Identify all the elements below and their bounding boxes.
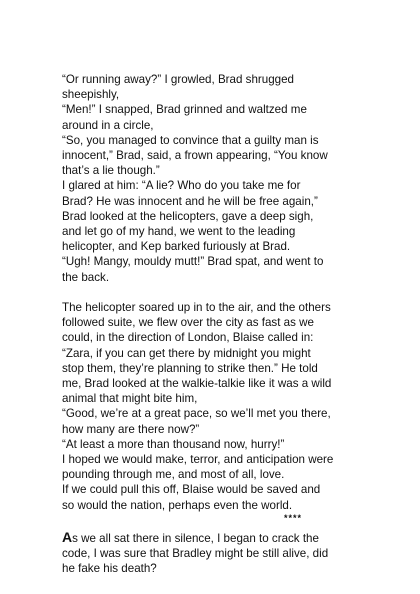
text-line: “Good, we’re at a great pace, so we’ll met you there, <box>62 407 331 421</box>
text-line: I hoped we would make, terror, and anticipation were <box>62 453 334 467</box>
text-line <box>62 530 358 546</box>
text-line: me, Brad looked at the walkie-talkie like it was a wild <box>62 377 332 391</box>
text-line: how many are there now?” <box>62 422 200 436</box>
paragraph-gap <box>62 285 358 300</box>
text-line: the back. <box>62 270 110 284</box>
text-line: code, I was sure that Bradley might be still alive, did <box>62 547 329 561</box>
text-line: I glared at him: “A lie? Who do you take me for <box>62 179 301 193</box>
paragraph-3 <box>62 530 358 577</box>
drop-cap: A <box>62 528 73 545</box>
first-line-text: s we all sat there in silence, I began to crack the <box>72 531 319 545</box>
text-line: helicopter, and Kep barked furiously at Brad. <box>62 240 291 254</box>
text-line: If we could pull this off, Blaise would be saved and <box>62 483 321 497</box>
text-line: animal that might bite him, <box>62 392 198 406</box>
text-line: Brad looked at the helicopters, gave a deep sigh, <box>62 209 314 223</box>
text-line: “So, you managed to convince that a guilty man is <box>62 133 319 147</box>
text-line: so would the nation, perhaps even the world. <box>62 498 293 512</box>
text-line: “Men!” I snapped, Brad grinned and waltzed me <box>62 103 307 117</box>
text-line: “Ugh! Mangy, mouldy mutt!” Brad spat, and went to <box>62 255 324 269</box>
text-line: sheepishly, <box>62 88 120 102</box>
document-page <box>62 72 358 576</box>
text-line: Brad? He was innocent and he will be free again,” <box>62 194 318 208</box>
text-line: stop them, they’re planning to strike then.” He told <box>62 361 318 375</box>
text-line: “Or running away?” I growled, Brad shrugged <box>62 73 294 86</box>
paragraph-2 <box>62 300 358 513</box>
text-line: that’s a lie though.” <box>62 164 160 178</box>
text-line: “At least a more than thousand now, hurry!” <box>62 437 285 451</box>
paragraph-1 <box>62 72 358 285</box>
text-line: The helicopter soared up in to the air, and the others <box>62 301 331 315</box>
text-line: pounding through me, and most of all, love. <box>62 468 285 482</box>
scene-separator: **** <box>283 512 302 523</box>
text-line: and let go of my hand, we went to the leading <box>62 225 296 239</box>
text-line: could, in the direction of London, Blaise called in: <box>62 331 314 345</box>
text-line: followed suite, we flew over the city as fast as we <box>62 316 314 330</box>
text-line: innocent,” Brad, said, a frown appearing, “You know <box>62 149 328 163</box>
text-line: he fake his death? <box>62 562 157 576</box>
text-line: around in a circle, <box>62 118 154 132</box>
text-line: “Zara, if you can get there by midnight you might <box>62 346 311 360</box>
